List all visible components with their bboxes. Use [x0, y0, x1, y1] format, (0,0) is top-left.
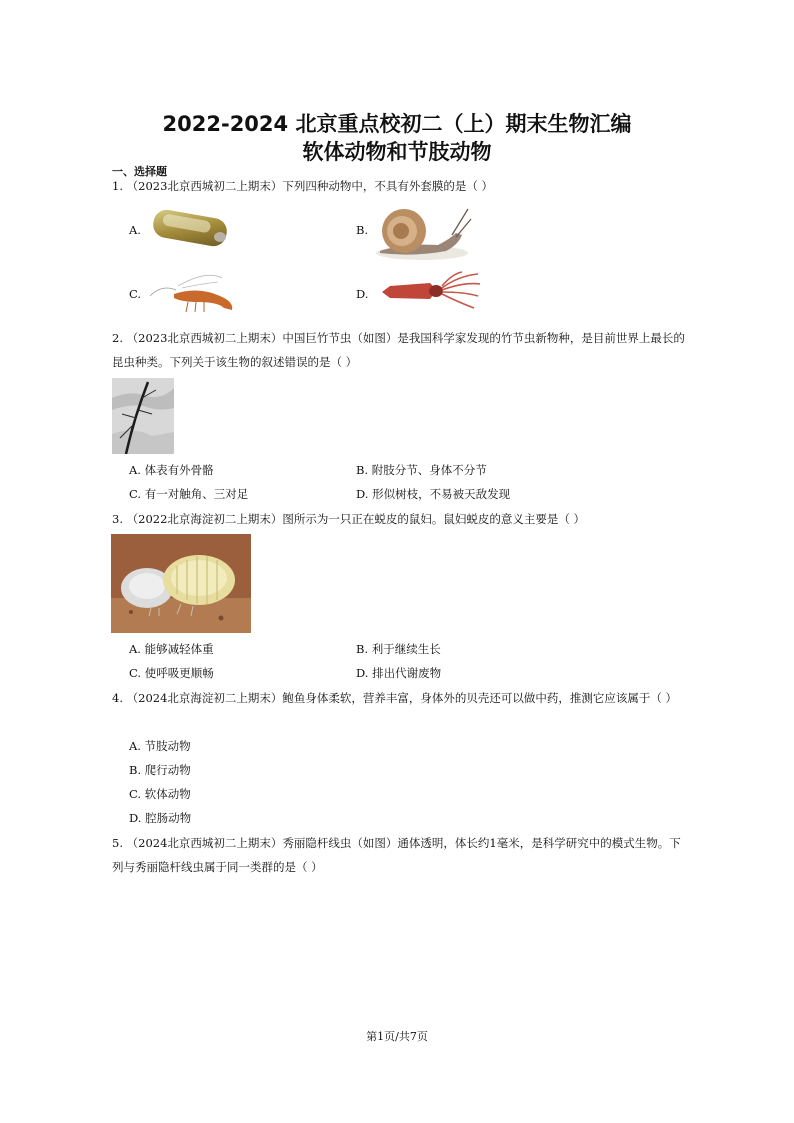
snail-photo [374, 203, 472, 261]
question-4: 4. （2024北京海淀初二上期末）鲍鱼身体柔软，营养丰富，身体外的贝壳还可以做中药，推测它应该属于（ ） [112, 691, 678, 705]
page-footer: 第1页/共7页 [366, 1030, 428, 1043]
q2-option-a: A. 体表有外骨骼 [129, 463, 214, 477]
q4-option-d: D. 腔肠动物 [129, 811, 192, 825]
q2-option-d: D. 形似树枝，不易被天敌发现 [356, 487, 511, 501]
q2-option-b: B. 附肢分节、身体不分节 [356, 463, 487, 477]
question-1: 1. （2023北京西城初二上期末）下列四种动物中，不具有外套膜的是（ ） [112, 179, 494, 193]
squid-photo [378, 270, 482, 312]
question-3: 3. （2022北京海淀初二上期末）图所示为一只正在蜕皮的鼠妇。鼠妇蜕皮的意义主要是（ ） [112, 512, 586, 526]
woodlouse-photo [111, 534, 251, 633]
q1-option-d: D. [356, 287, 369, 301]
q3-option-a: A. 能够减轻体重 [129, 642, 214, 656]
q3-option-c: C. 使呼吸更顺畅 [129, 666, 214, 680]
q4-option-a: A. 节肢动物 [129, 739, 191, 753]
question-5: 5. （2024北京西城初二上期末）秀丽隐杆线虫（如图）通体透明，体长约1毫米，是科学研究中的模式生物。下列与秀丽隐杆线虫属于同一类群的是（ ） [112, 836, 681, 874]
q1-option-b: B. [356, 223, 369, 237]
q2-option-c: C. 有一对触角、三对足 [129, 487, 249, 501]
section-heading: 一、选择题 [112, 165, 167, 178]
stick-insect-photo [112, 378, 174, 454]
q1-option-a: A. [129, 223, 141, 237]
shrimp-photo [148, 272, 240, 316]
q3-option-d: D. 排出代谢废物 [356, 666, 442, 680]
razor-clam-photo [150, 207, 230, 251]
page-title: 2022-2024 北京重点校初二（上）期末生物汇编 [162, 112, 632, 136]
page-subtitle: 软体动物和节肢动物 [302, 140, 492, 164]
question-2: 2. （2023北京西城初二上期末）中国巨竹节虫（如图）是我国科学家发现的竹节虫新物种，是目前世界上最长的昆虫种类。下列关于该生物的叙述错误的是（ ） [112, 331, 685, 369]
q4-option-c: C. 软体动物 [129, 787, 191, 801]
q1-option-c: C. [129, 287, 142, 301]
q4-option-b: B. 爬行动物 [129, 763, 191, 777]
q3-option-b: B. 利于继续生长 [356, 642, 441, 656]
